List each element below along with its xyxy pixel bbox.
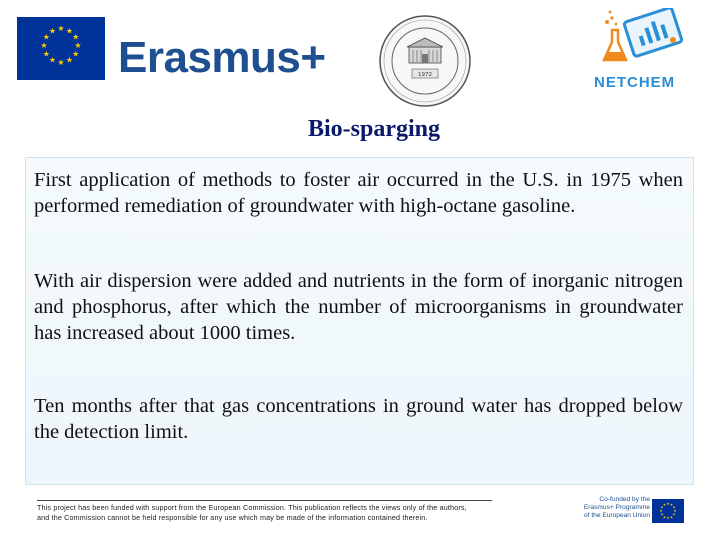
paragraph-first-application: First application of methods to foster air occurred in the U.S. in 1975 when performed remediation of groundwater with high-octane gasoline. [34,169,683,217]
netchem-logo-icon [592,8,692,70]
svg-text:★: ★ [65,55,74,65]
svg-text:★: ★ [65,26,74,36]
svg-text:★: ★ [673,509,677,514]
netchem-logo-text: NETCHEM [594,74,676,91]
funding-disclaimer [37,503,507,523]
erasmus-logo-text: Erasmus+ [118,33,326,82]
svg-text:★: ★ [666,502,670,507]
svg-text:★: ★ [42,32,50,42]
svg-text:★: ★ [662,503,667,508]
svg-text:★: ★ [40,41,48,50]
paragraph-ten-months: Ten months after that gas concentrations in ground water has dropped below the detection limit. [34,395,683,443]
svg-text:★: ★ [72,32,80,42]
eu-flag-small-icon [652,499,684,523]
svg-text:★: ★ [662,515,667,520]
cofunded-line-1: Co-funded by the [599,496,650,503]
content-box [25,157,694,485]
slide-title: Bio-sparging [307,116,441,142]
paragraph-air-dispersion: With air dispersion were added and nutrients in the form of inorganic nitrogen and phosphorus, after which the number of microorganisms in groundwater has increased about 1000 times. [34,270,683,344]
university-seal-icon [378,14,472,108]
svg-text:★: ★ [660,505,664,510]
svg-text:★: ★ [74,41,82,50]
cofunded-line-3: of the European Union [584,512,650,520]
disclaimer-line-2: and the Commission cannot be held responsible for any use which may be made of the information contained therein. [37,513,428,522]
svg-text:★: ★ [48,26,57,36]
svg-text:★: ★ [42,49,50,59]
svg-text:★: ★ [672,512,676,517]
svg-text:★: ★ [669,503,674,508]
eu-flag-icon [17,17,105,80]
svg-text:★: ★ [666,516,670,521]
slide-header [0,0,720,110]
svg-text:★: ★ [57,24,65,33]
svg-text:★: ★ [72,49,80,59]
cofunded-text [572,496,650,521]
svg-text:★: ★ [48,55,57,65]
svg-text:★: ★ [659,509,663,514]
svg-text:★: ★ [672,505,676,510]
footer-divider [37,500,492,501]
disclaimer-line-1: This project has been funded with support from the European Commission. This publication reflects the views only of the authors, [37,503,467,512]
seal-year: 1972 [418,72,432,78]
svg-text:★: ★ [660,512,664,517]
svg-text:★: ★ [57,58,65,67]
svg-text:★: ★ [669,515,674,520]
cofunded-line-2: Erasmus+ Programme [583,504,650,512]
